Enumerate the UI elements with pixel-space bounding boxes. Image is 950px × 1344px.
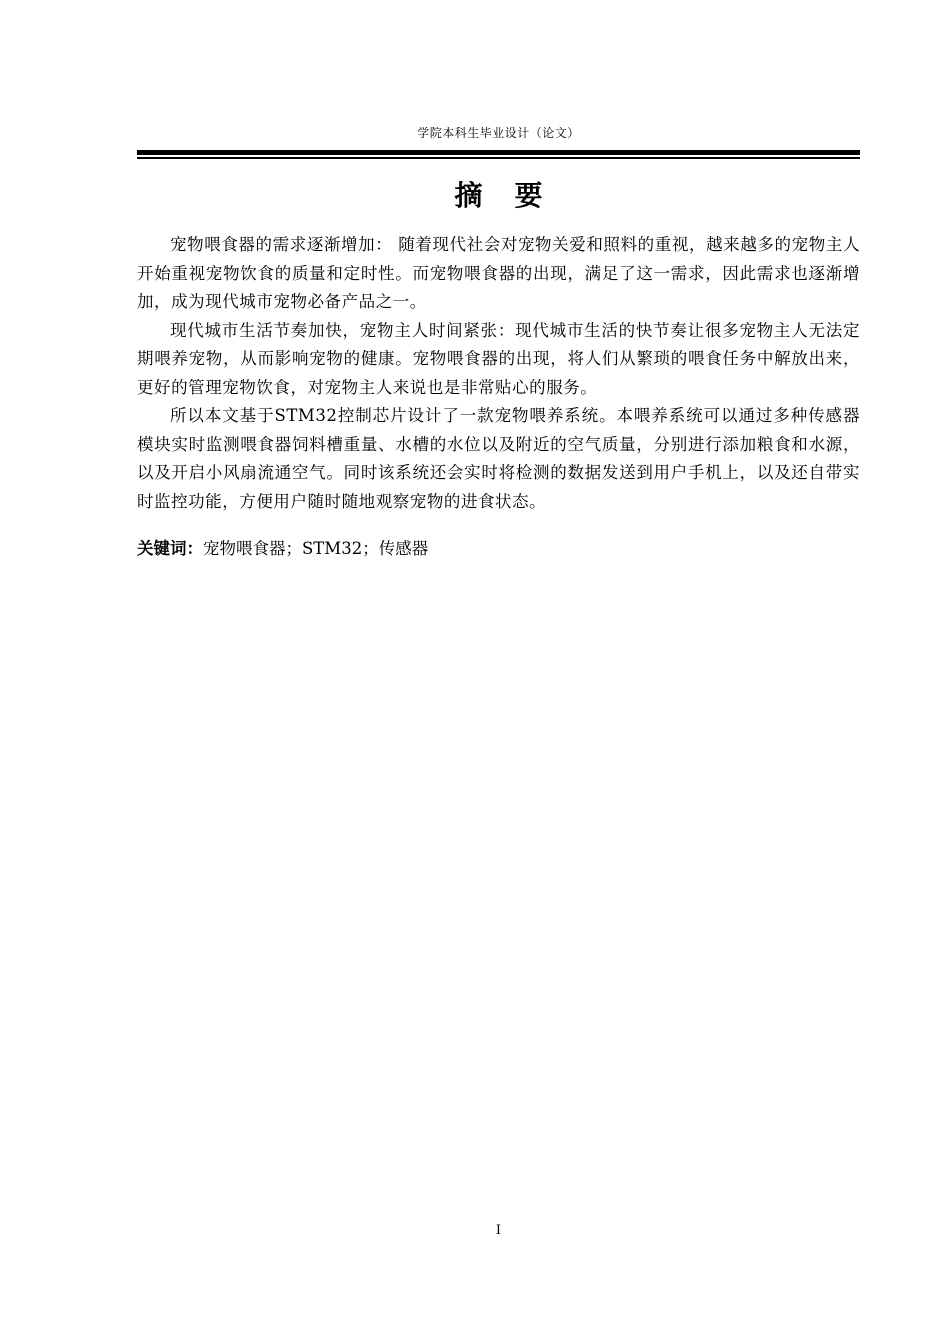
keywords-value: 宠物喂食器；STM32；传感器: [203, 539, 429, 558]
page-number: I: [495, 1223, 502, 1238]
keywords-label: 关键词：: [137, 539, 203, 558]
abstract-title: 摘要: [454, 179, 575, 212]
header-rule-thick: [137, 150, 860, 155]
keywords-line: [137, 535, 860, 563]
abstract-paragraph: 宠物喂食器的需求逐渐增加： 随着现代社会对宠物关爱和照料的重视，越来越多的宠物主人开始重视宠物饮食的质量和定时性。而宠物喂食器的出现，满足了这一需求，因此需求也逐渐增加，成为现代城市宠物必备产品之一。: [137, 235, 860, 311]
abstract-paragraph: 所以本文基于STM32控制芯片设计了一款宠物喂养系统。本喂养系统可以通过多种传感器模块实时监测喂食器饲料槽重量、水槽的水位以及附近的空气质量，分别进行添加粮食和水源，以及开启小风扇流通空气。同时该系统还会实时将检测的数据发送到用户手机上，以及还自带实时监控功能，方便用户随时随地观察宠物的进食状态。: [137, 406, 860, 511]
running-header: 学院本科生毕业设计（论文）: [417, 126, 580, 140]
abstract-body: [137, 231, 860, 516]
abstract-paragraph: 现代城市生活节奏加快，宠物主人时间紧张：现代城市生活的快节奏让很多宠物主人无法定期喂养宠物，从而影响宠物的健康。宠物喂食器的出现，将人们从繁琐的喂食任务中解放出来，更好的管理宠物饮食，对宠物主人来说也是非常贴心的服务。: [137, 320, 860, 397]
header-rule-thin: [137, 157, 860, 159]
